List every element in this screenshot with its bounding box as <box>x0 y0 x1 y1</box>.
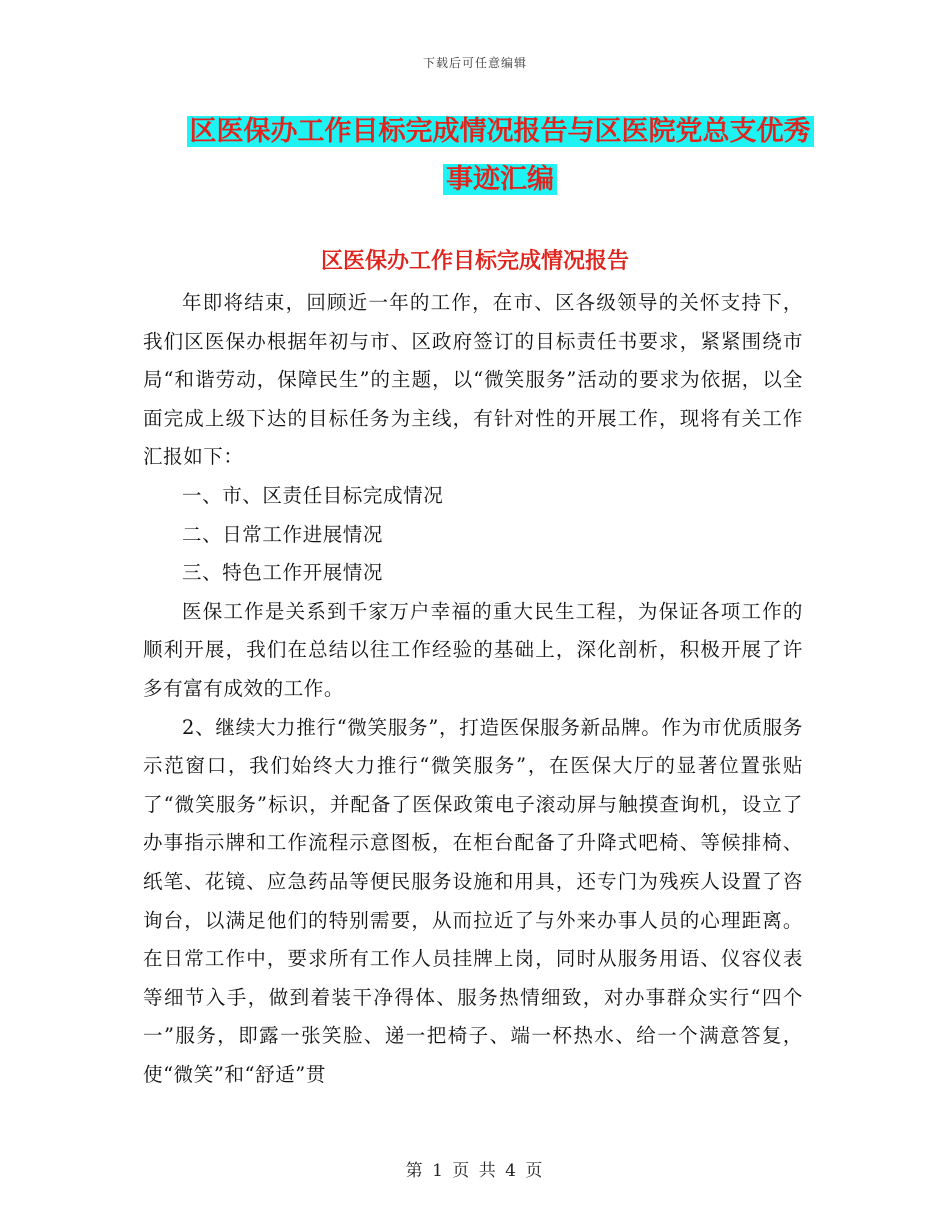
paragraph-intro: 年即将结束，回顾近一年的工作，在市、区各级领导的关怀支持下，我们区医保办根据年初与市、区政府签订的目标责任书要求，紧紧围绕市局“和谐劳动，保障民生”的主题，以“微笑服务”活动的要求为依据，以全面完成上级下达的目标任务为主线，有针对性的开展工作，现将有关工作汇报如下： <box>143 291 803 469</box>
page-number-footer: 第 1 页 共 4 页 <box>405 1161 545 1181</box>
main-title <box>150 108 850 204</box>
paragraph-item-3: 三、特色工作开展情况 <box>182 561 384 585</box>
paragraph-item-2: 二、日常工作进展情况 <box>182 522 384 546</box>
paragraph-smile-service: 2、继续大力推行“微笑服务”，打造医保服务新品牌。作为市优质服务示范窗口，我们始终大力推行“微笑服务”，在医保大厅的显著位置张贴了“微笑服务”标识，并配备了医保政策电子滚动屏与触摸查询机，设立了办事指示牌和工作流程示意图板，在柜台配备了升降式吧椅、等候排椅、纸笔、花镜、应急药品等便民服务设施和用具，还专门为残疾人设置了咨询台，以满足他们的特别需要，从而拉近了与外来办事人员的心理距离。在日常工作中，要求所有工作人员挂牌上岗，同时从服务用语、仪容仪表等细节入手，做到着装干净得体、服务热情细致，对办事群众实行“四个一”服务，即露一张笑脸、递一把椅子、端一杯热水、给一个满意答复，使“微笑”和“舒适”贯 <box>143 715 803 1086</box>
section-title: 区医保办工作目标完成情况报告 <box>320 249 629 274</box>
document-body <box>143 284 803 1094</box>
main-title-line-1: 区医保办工作目标完成情况报告与区医院党总支优秀 <box>187 116 814 147</box>
paragraph-medical-insurance: 医保工作是关系到千家万户幸福的重大民生工程，为保证各项工作的顺利开展，我们在总结以往工作经验的基础上，深化剖析，积极开展了许多有富有成效的工作。 <box>143 599 803 700</box>
header-note: 下载后可任意编辑 <box>422 56 527 70</box>
paragraph-item-1: 一、市、区责任目标完成情况 <box>182 483 444 507</box>
main-title-line-2: 事迹汇编 <box>443 164 557 195</box>
